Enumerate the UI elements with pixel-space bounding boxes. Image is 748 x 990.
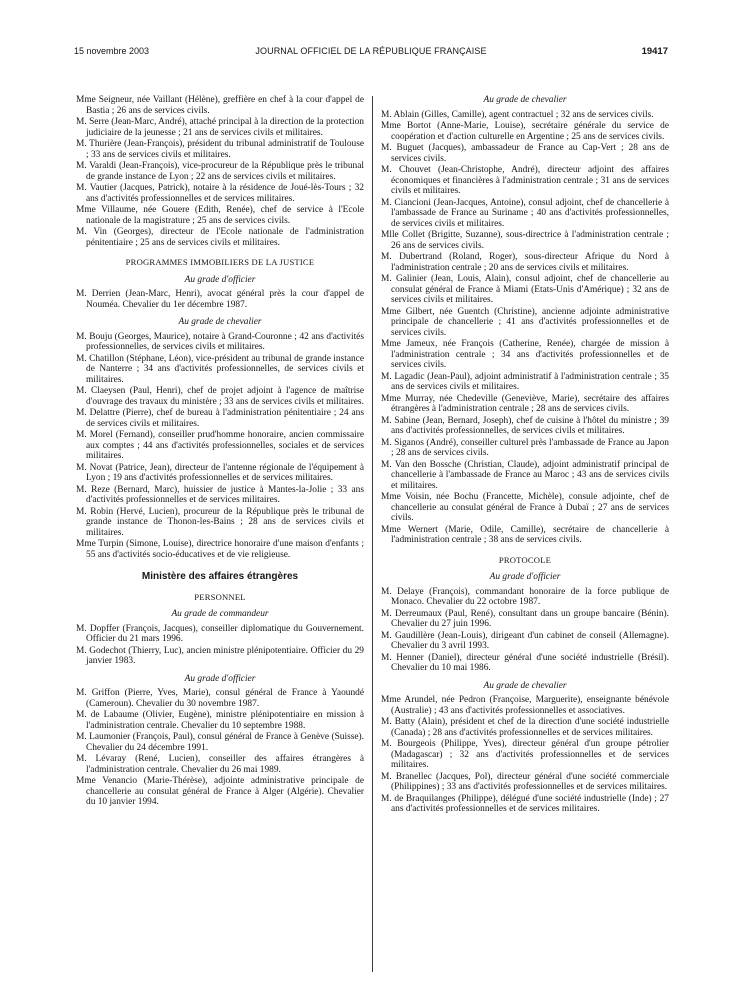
decoration-entry: M. Ciancioni (Jean-Jacques, Antoine), consul adjoint, chef de chancellerie à l'ambassade de France au Suriname ; 40 ans d'activités professionnelles, de services civils et militaires. xyxy=(381,197,669,229)
decoration-entry: M. Van den Bossche (Christian, Claude), adjoint administratif principal de chancellerie à l'ambassade de France au Maroc ; 43 ans de services civils et militaires. xyxy=(381,459,669,491)
grade-heading: Au grade de chevalier xyxy=(178,317,262,327)
decoration-entry: M. Chouvet (Jean-Christophe, André), directeur adjoint des affaires économiques et financières à l'administration centrale ; 31 ans de services civils et militaires. xyxy=(381,165,669,196)
decoration-entry: M. Ablain (Gilles, Camille), agent contractuel ; 32 ans de services civils. xyxy=(381,109,654,120)
ministry-heading: Ministère des affaires étrangères xyxy=(141,571,299,582)
decoration-entry: Mme Turpin (Simone, Louise), directrice honoraire d'une maison d'enfants ; 55 ans d'activités socio-éducatives et de vie religieuse. xyxy=(76,539,364,560)
decoration-entry: Mme Gilbert, née Guentch (Christine), ancienne adjointe administrative principale de chancellerie ; 41 ans d'activités professionnelles et de services civils. xyxy=(381,306,669,338)
right-column xyxy=(381,95,669,816)
decoration-entry: M. Delattre (Pierre), chef de bureau à l'administration pénitentiaire ; 24 ans de services civils et militaires. xyxy=(76,408,364,429)
decoration-entry: M. Novat (Patrice, Jean), directeur de l'antenne régionale de l'équipement à Lyon ; 19 ans d'activités professionnelles et de services militaires. xyxy=(76,462,364,483)
decoration-entry: M. Henner (Daniel), directeur général d'une société industrielle (Brésil). Chevalier du 10 mai 1986. xyxy=(381,652,669,673)
decoration-entry: M. Batty (Alain), président et chef de la direction d'une société industrielle (Canada) ; 28 ans d'activités professionnelles et de services militaires. xyxy=(381,717,669,738)
decoration-entry: M. Lagadic (Jean-Paul), adjoint administratif à l'administration centrale ; 35 ans de services civils et militaires. xyxy=(381,371,669,392)
decoration-entry: M. Bouju (Georges, Maurice), notaire à Grand-Couronne ; 42 ans d'activités professionnelles, de services civils et militaires. xyxy=(76,331,364,352)
decoration-entry: M. Godechot (Thierry, Luc), ancien ministre plénipotentiaire. Officier du 29 janvier 1983. xyxy=(76,645,364,666)
journal-title: JOURNAL OFFICIEL DE LA RÉPUBLIQUE FRANÇAISE xyxy=(255,46,487,56)
decoration-entry: M. Lévaray (René, Lucien), conseiller des affaires étrangères à l'administration centrale. Chevalier du 26 mai 1989. xyxy=(76,754,364,775)
decoration-entry: Mme Arundel, née Pedron (Françoise, Marguerite), enseignante bénévole (Australie) ; 43 ans d'activités professionnelles et associatives. xyxy=(381,695,669,716)
decoration-entry: M. de Labaume (Olivier, Eugène), ministre plénipotentiaire en mission à l'administration centrale. Chevalier du 10 septembre 1988. xyxy=(76,710,364,731)
decoration-entry: M. Vin (Georges), directeur de l'Ecole nationale de l'administration pénitentiaire ; 25 ans de services civils et militaires. xyxy=(76,227,364,248)
decoration-entry: M. Derreumaux (Paul, René), consultant dans un groupe bancaire (Bénin). Chevalier du 27 juin 1996. xyxy=(381,608,669,629)
decoration-entry: M. Buguet (Jacques), ambassadeur de France au Cap-Vert ; 28 ans de services civils. xyxy=(381,143,669,164)
section-heading: PROTOCOLE xyxy=(498,554,552,565)
left-column xyxy=(76,95,364,809)
decoration-entry: M. Laumonier (François, Paul), consul général de France à Genève (Suisse). Chevalier du 24 décembre 1991. xyxy=(76,732,364,753)
decoration-entry: M. Dubertrand (Roland, Roger), sous-directeur Afrique du Nord à l'administration centrale ; 20 ans de services civils et militaires. xyxy=(381,252,669,273)
decoration-entry: M. Chatillon (Stéphane, Léon), vice-président au tribunal de grande instance de Nanterre ; 34 ans d'activités professionnelles, de services civils et militaires. xyxy=(76,353,364,385)
decoration-entry: M. Dopffer (François, Jacques), conseiller diplomatique du Gouvernement. Officier du 21 mars 1996. xyxy=(76,623,364,644)
decoration-entry: Mme Venancio (Marie-Thérèse), adjointe administrative principale de chancellerie au consulat général de France à Alger (Algérie). Chevalier du 10 janvier 1994. xyxy=(76,776,364,807)
decoration-entry: Mme Villaume, née Gouere (Edith, Renée), chef de service à l'Ecole nationale de la magistrature ; 25 ans de services civils. xyxy=(76,205,364,226)
decoration-entry: M. Delaye (François), commandant honoraire de la force publique de Monaco. Chevalier du 22 octobre 1987. xyxy=(381,586,669,607)
section-heading: PERSONNEL xyxy=(194,591,246,602)
decoration-entry: M. de Braquilanges (Philippe), délégué d'une société industrielle (Inde) ; 27 ans d'activités professionnelles et de services militaires. xyxy=(381,793,669,814)
decoration-entry: Mlle Collet (Brigitte, Suzanne), sous-directrice à l'administration centrale ; 26 ans de services civils. xyxy=(381,230,669,251)
decoration-entry: M. Bourgeois (Philippe, Yves), directeur général d'un groupe pétrolier (Madagascar) ; 32 ans d'activités professionnelles et de services militaires. xyxy=(381,739,669,770)
decoration-entry: M. Derrien (Jean-Marc, Henri), avocat général près la cour d'appel de Nouméa. Chevalier du 1er décembre 1987. xyxy=(76,289,364,310)
decoration-entry: Mme Wernert (Marie, Odile, Camille), secrétaire de chancellerie à l'administration centrale ; 38 ans de services civils. xyxy=(381,524,669,545)
decoration-entry: M. Vautier (Jacques, Patrick), notaire à la résidence de Joué-lès-Tours ; 32 ans d'activités professionnelles et de services militaires. xyxy=(76,183,364,204)
grade-heading: Au grade de chevalier xyxy=(483,95,567,105)
grade-heading: Au grade de chevalier xyxy=(483,680,567,691)
decoration-entry: M. Sabine (Jean, Bernard, Joseph), chef de cuisine à l'hôtel du ministre ; 39 ans d'activités professionnelles, de services civils et militaires. xyxy=(381,415,669,436)
decoration-entry: M. Varaldi (Jean-François), vice-procureur de la République près le tribunal de grande instance de Lyon ; 22 ans de services civils et militaires. xyxy=(76,161,364,182)
decoration-entry: M. Robin (Hervé, Lucien), procureur de la République près le tribunal de grande instance de Thonon-les-Bains ; 28 ans de services civils et militaires. xyxy=(76,506,364,538)
decoration-entry: M. Galinier (Jean, Louis, Alain), consul adjoint, chef de chancellerie au consulat général de France à Miami (Etats-Unis d'Amérique) ; 32 ans de services civils et militaires. xyxy=(381,274,669,305)
decoration-entry: Mme Voisin, née Bochu (Francette, Michèle), consule adjointe, chef de chancellerie au consulat général de France à Dubaï ; 27 ans de services civils. xyxy=(381,492,669,523)
decoration-entry: Mme Murray, née Chedeville (Geneviève, Marie), secrétaire des affaires étrangères à l'administration centrale ; 28 ans de services civils. xyxy=(381,393,669,414)
grade-heading: Au grade d'officier xyxy=(184,274,256,285)
header-date: 15 novembre 2003 xyxy=(74,46,150,56)
page-header xyxy=(74,46,668,60)
decoration-entry: M. Gaudillère (Jean-Louis), dirigeant d'un cabinet de conseil (Allemagne). Chevalier du 3 avril 1993. xyxy=(381,630,669,651)
grade-heading: Au grade d'officier xyxy=(184,673,256,684)
decoration-entry: Mme Seigneur, née Vaillant (Hélène), greffière en chef à la cour d'appel de Bastia ; 26 ans de services civils. xyxy=(76,95,364,116)
decoration-entry: M. Reze (Bernard, Marc), huissier de justice à Mantes-la-Jolie ; 33 ans d'activités professionnelles et de services militaires. xyxy=(76,484,364,505)
decoration-entry: M. Serre (Jean-Marc, André), attaché principal à la direction de la protection judiciaire de la jeunesse ; 21 ans de services civils et militaires. xyxy=(76,117,364,138)
decoration-entry: Mme Jameux, née François (Catherine, Renée), chargée de mission à l'administration centrale ; 34 ans d'activités professionnelles et de services civils. xyxy=(381,339,669,370)
decoration-entry: Mme Bortot (Anne-Marie, Louise), secrétaire générale du service de coopération et d'action culturelle en Argentine ; 25 ans de services civils. xyxy=(381,121,669,142)
decoration-entry: M. Thurière (Jean-François), président du tribunal administratif de Toulouse ; 33 ans de services civils et militaires. xyxy=(76,139,364,160)
section-heading: PROGRAMMES IMMOBILIERS DE LA JUSTICE xyxy=(125,257,315,267)
decoration-entry: M. Morel (Fernand), conseiller prud'homme honoraire, ancien commissaire aux comptes ; 44 ans d'activités professionnelles, sociales et de services militaires. xyxy=(76,430,364,461)
grade-heading: Au grade de commandeur xyxy=(171,609,269,619)
decoration-entry: M. Griffon (Pierre, Yves, Marie), consul général de France à Yaoundé (Cameroun). Chevalier du 30 novembre 1987. xyxy=(76,688,364,709)
column-divider xyxy=(372,96,373,972)
grade-heading: Au grade d'officier xyxy=(489,572,561,582)
decoration-entry: M. Siganos (André), conseiller culturel près l'ambassade de France au Japon ; 28 ans de services civils. xyxy=(381,437,669,458)
decoration-entry: M. Branellec (Jacques, Pol), directeur général d'une société commerciale (Philippines) ; 33 ans d'activités professionnelles et de services militaires. xyxy=(381,771,669,792)
page-number: 19417 xyxy=(641,46,668,57)
decoration-entry: M. Claeysen (Paul, Henri), chef de projet adjoint à l'agence de maîtrise d'ouvrage des travaux du ministère ; 33 ans de services civils et militaires. xyxy=(76,386,364,407)
